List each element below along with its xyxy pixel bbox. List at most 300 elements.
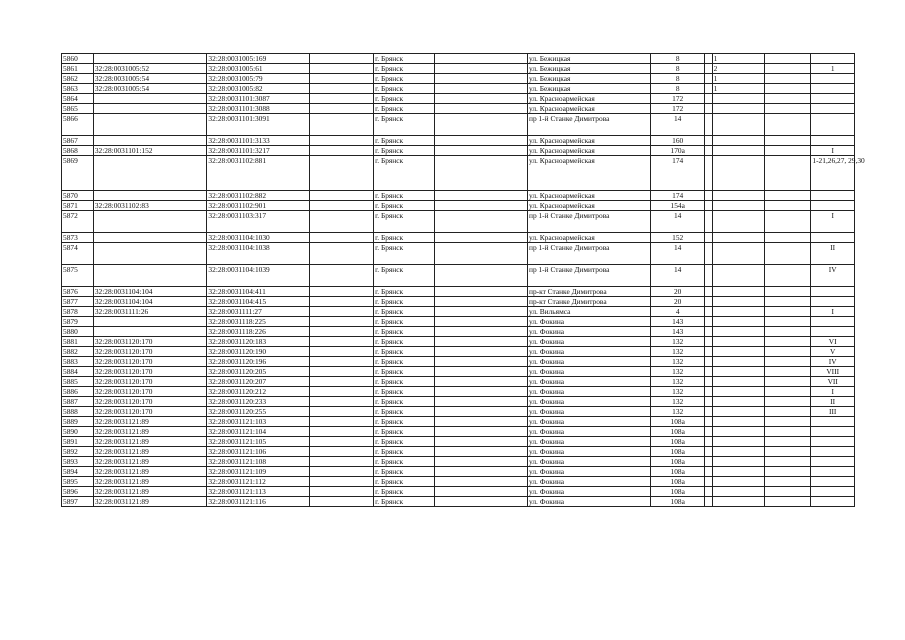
floor-cell [712, 347, 764, 357]
record-number-cell: 5865 [62, 104, 94, 114]
house-number-cell: 154а [651, 201, 705, 211]
house-number-cell: 170а [651, 146, 705, 156]
house-number-cell: 160 [651, 136, 705, 146]
record-number-cell: 5886 [62, 387, 94, 397]
street-cell: ул. Красноармейская [527, 201, 650, 211]
empty-cell [310, 54, 374, 64]
premises-number-cell: VIII [811, 367, 855, 377]
house-number-cell: 20 [651, 287, 705, 297]
premises-number-cell [811, 437, 855, 447]
empty-cell [310, 114, 374, 136]
street-cell: пр 1-й Станке Димитрова [527, 243, 650, 265]
empty-cell [764, 367, 811, 377]
floor-cell [712, 467, 764, 477]
empty-cell [705, 211, 712, 233]
cadastral-number-cell: 32:28:0031120:183 [207, 337, 310, 347]
street-cell: ул. Красноармейская [527, 146, 650, 156]
cadastral-number-cell: 32:28:0031121:103 [207, 417, 310, 427]
record-number-cell: 5885 [62, 377, 94, 387]
parent-cadastral-number-cell: 32:28:0031005:54 [93, 74, 207, 84]
street-cell: ул. Красноармейская [527, 104, 650, 114]
city-cell: г. Брянск [374, 146, 435, 156]
empty-cell [705, 487, 712, 497]
empty-cell [705, 146, 712, 156]
empty-cell [705, 191, 712, 201]
street-cell: ул. Фокина [527, 417, 650, 427]
parent-cadastral-number-cell: 32:28:0031121:89 [93, 467, 207, 477]
street-cell: ул. Фокина [527, 407, 650, 417]
empty-cell [705, 104, 712, 114]
empty-cell [705, 54, 712, 64]
street-cell: ул. Фокина [527, 427, 650, 437]
table-row [62, 407, 855, 417]
house-number-cell: 132 [651, 347, 705, 357]
parent-cadastral-number-cell [93, 156, 207, 191]
city-cell: г. Брянск [374, 114, 435, 136]
table-row [62, 74, 855, 84]
empty-cell [310, 467, 374, 477]
record-number-cell: 5892 [62, 447, 94, 457]
premises-number-cell [811, 54, 855, 64]
empty-cell [764, 447, 811, 457]
table-row [62, 437, 855, 447]
empty-cell [310, 417, 374, 427]
record-number-cell: 5872 [62, 211, 94, 233]
record-number-cell: 5863 [62, 84, 94, 94]
empty-cell [434, 407, 527, 417]
floor-cell [712, 233, 764, 243]
premises-number-cell: I [811, 387, 855, 397]
premises-number-cell [811, 487, 855, 497]
street-cell: ул. Красноармейская [527, 94, 650, 104]
parent-cadastral-number-cell: 32:28:0031111:26 [93, 307, 207, 317]
document-page [61, 53, 865, 507]
parent-cadastral-number-cell: 32:28:0031121:89 [93, 437, 207, 447]
empty-cell [434, 497, 527, 507]
empty-cell [705, 387, 712, 397]
empty-cell [764, 307, 811, 317]
empty-cell [705, 407, 712, 417]
cadastral-number-cell: 32:28:0031104:1030 [207, 233, 310, 243]
parent-cadastral-number-cell: 32:28:0031120:170 [93, 367, 207, 377]
table-row [62, 84, 855, 94]
street-cell: ул. Фокина [527, 367, 650, 377]
house-number-cell: 143 [651, 317, 705, 327]
house-number-cell: 14 [651, 265, 705, 287]
record-number-cell: 5883 [62, 357, 94, 367]
premises-number-cell: V [811, 347, 855, 357]
cadastral-number-cell: 32:28:0031121:104 [207, 427, 310, 437]
empty-cell [764, 287, 811, 297]
floor-cell [712, 447, 764, 457]
floor-cell [712, 307, 764, 317]
parent-cadastral-number-cell: 32:28:0031121:89 [93, 417, 207, 427]
table-row [62, 243, 855, 265]
record-number-cell: 5868 [62, 146, 94, 156]
premises-number-cell [811, 317, 855, 327]
city-cell: г. Брянск [374, 427, 435, 437]
floor-cell [712, 397, 764, 407]
record-number-cell: 5889 [62, 417, 94, 427]
empty-cell [434, 84, 527, 94]
empty-cell [705, 156, 712, 191]
record-number-cell: 5890 [62, 427, 94, 437]
parent-cadastral-number-cell: 32:28:0031005:52 [93, 64, 207, 74]
city-cell: г. Брянск [374, 337, 435, 347]
empty-cell [764, 417, 811, 427]
premises-number-cell [811, 94, 855, 104]
empty-cell [764, 74, 811, 84]
parent-cadastral-number-cell: 32:28:0031121:89 [93, 477, 207, 487]
table-row [62, 114, 855, 136]
premises-number-cell [811, 104, 855, 114]
premises-number-cell [811, 114, 855, 136]
city-cell: г. Брянск [374, 457, 435, 467]
table-row [62, 467, 855, 477]
empty-cell [764, 337, 811, 347]
street-cell: ул. Фокина [527, 327, 650, 337]
empty-cell [310, 146, 374, 156]
table-row [62, 337, 855, 347]
cadastral-number-cell: 32:28:0031101:3217 [207, 146, 310, 156]
empty-cell [434, 211, 527, 233]
table-row [62, 287, 855, 297]
cadastral-number-cell: 32:28:0031005:82 [207, 84, 310, 94]
empty-cell [310, 427, 374, 437]
empty-cell [310, 447, 374, 457]
street-cell: ул. Фокина [527, 467, 650, 477]
cadastral-number-cell: 32:28:0031121:105 [207, 437, 310, 447]
empty-cell [705, 497, 712, 507]
premises-number-cell [811, 84, 855, 94]
empty-cell [764, 347, 811, 357]
cadastral-number-cell: 32:28:0031101:3133 [207, 136, 310, 146]
empty-cell [310, 201, 374, 211]
empty-cell [705, 64, 712, 74]
empty-cell [705, 307, 712, 317]
empty-cell [310, 437, 374, 447]
house-number-cell: 132 [651, 407, 705, 417]
cadastral-number-cell: 32:28:0031121:116 [207, 497, 310, 507]
empty-cell [705, 327, 712, 337]
premises-number-cell: II [811, 397, 855, 407]
empty-cell [434, 397, 527, 407]
empty-cell [705, 114, 712, 136]
cadastral-number-cell: 32:28:0031120:205 [207, 367, 310, 377]
parent-cadastral-number-cell: 32:28:0031120:170 [93, 387, 207, 397]
house-number-cell: 172 [651, 104, 705, 114]
empty-cell [705, 287, 712, 297]
empty-cell [434, 156, 527, 191]
table-row [62, 201, 855, 211]
table-row [62, 327, 855, 337]
street-cell: пр 1-й Станке Димитрова [527, 265, 650, 287]
empty-cell [764, 377, 811, 387]
empty-cell [764, 243, 811, 265]
table-row [62, 146, 855, 156]
floor-cell [712, 317, 764, 327]
house-number-cell: 108а [651, 427, 705, 437]
empty-cell [764, 191, 811, 201]
empty-cell [434, 191, 527, 201]
empty-cell [434, 367, 527, 377]
street-cell: ул. Красноармейская [527, 136, 650, 146]
house-number-cell: 20 [651, 297, 705, 307]
floor-cell [712, 265, 764, 287]
premises-number-cell [811, 477, 855, 487]
empty-cell [705, 417, 712, 427]
table-row [62, 297, 855, 307]
house-number-cell: 132 [651, 377, 705, 387]
empty-cell [705, 337, 712, 347]
city-cell: г. Брянск [374, 387, 435, 397]
street-cell: ул. Фокина [527, 477, 650, 487]
table-row [62, 427, 855, 437]
table-row [62, 191, 855, 201]
empty-cell [434, 94, 527, 104]
empty-cell [705, 265, 712, 287]
table-row [62, 54, 855, 64]
premises-number-cell [811, 297, 855, 307]
table-row [62, 211, 855, 233]
parent-cadastral-number-cell [93, 317, 207, 327]
city-cell: г. Брянск [374, 347, 435, 357]
street-cell: ул. Фокина [527, 357, 650, 367]
city-cell: г. Брянск [374, 477, 435, 487]
record-number-cell: 5888 [62, 407, 94, 417]
house-number-cell: 14 [651, 114, 705, 136]
floor-cell [712, 357, 764, 367]
record-number-cell: 5866 [62, 114, 94, 136]
empty-cell [764, 467, 811, 477]
parent-cadastral-number-cell [93, 211, 207, 233]
empty-cell [310, 104, 374, 114]
empty-cell [434, 477, 527, 487]
record-number-cell: 5894 [62, 467, 94, 477]
floor-cell [712, 387, 764, 397]
premises-number-cell [811, 447, 855, 457]
record-number-cell: 5879 [62, 317, 94, 327]
premises-number-cell: VII [811, 377, 855, 387]
empty-cell [705, 377, 712, 387]
house-number-cell: 8 [651, 74, 705, 84]
floor-cell [712, 417, 764, 427]
record-number-cell: 5881 [62, 337, 94, 347]
empty-cell [705, 467, 712, 477]
city-cell: г. Брянск [374, 407, 435, 417]
empty-cell [434, 64, 527, 74]
empty-cell [705, 347, 712, 357]
parent-cadastral-number-cell: 32:28:0031121:89 [93, 457, 207, 467]
street-cell: ул. Вильямса [527, 307, 650, 317]
cadastral-number-cell: 32:28:0031104:1038 [207, 243, 310, 265]
table-row [62, 377, 855, 387]
cadastral-number-cell: 32:28:0031101:3087 [207, 94, 310, 104]
street-cell: ул. Фокина [527, 457, 650, 467]
empty-cell [434, 297, 527, 307]
empty-cell [764, 201, 811, 211]
cadastral-number-cell: 32:28:0031111:27 [207, 307, 310, 317]
premises-number-cell [811, 327, 855, 337]
house-number-cell: 14 [651, 211, 705, 233]
city-cell: г. Брянск [374, 307, 435, 317]
parent-cadastral-number-cell: 32:28:0031102:83 [93, 201, 207, 211]
record-number-cell: 5874 [62, 243, 94, 265]
empty-cell [764, 114, 811, 136]
record-number-cell: 5870 [62, 191, 94, 201]
house-number-cell: 108а [651, 417, 705, 427]
empty-cell [434, 357, 527, 367]
empty-cell [764, 497, 811, 507]
cadastral-number-cell: 32:28:0031121:112 [207, 477, 310, 487]
empty-cell [434, 327, 527, 337]
empty-cell [705, 357, 712, 367]
floor-cell [712, 337, 764, 347]
empty-cell [310, 287, 374, 297]
city-cell: г. Брянск [374, 265, 435, 287]
cadastral-number-cell: 32:28:0031120:190 [207, 347, 310, 357]
empty-cell [764, 211, 811, 233]
city-cell: г. Брянск [374, 447, 435, 457]
empty-cell [310, 84, 374, 94]
empty-cell [434, 104, 527, 114]
empty-cell [434, 265, 527, 287]
house-number-cell: 174 [651, 156, 705, 191]
table-row [62, 417, 855, 427]
register-table-body [62, 54, 865, 507]
parent-cadastral-number-cell: 32:28:0031120:170 [93, 377, 207, 387]
empty-cell [310, 211, 374, 233]
cadastral-number-cell: 32:28:0031103:317 [207, 211, 310, 233]
empty-cell [764, 297, 811, 307]
city-cell: г. Брянск [374, 497, 435, 507]
empty-cell [705, 94, 712, 104]
floor-cell [712, 327, 764, 337]
parent-cadastral-number-cell: 32:28:0031120:170 [93, 347, 207, 357]
empty-cell [764, 387, 811, 397]
empty-cell [705, 297, 712, 307]
empty-cell [434, 347, 527, 357]
empty-cell [434, 201, 527, 211]
record-number-cell: 5897 [62, 497, 94, 507]
cadastral-number-cell: 32:28:0031104:415 [207, 297, 310, 307]
empty-cell [764, 457, 811, 467]
empty-cell [705, 84, 712, 94]
record-number-cell: 5860 [62, 54, 94, 64]
house-number-cell: 143 [651, 327, 705, 337]
empty-cell [310, 477, 374, 487]
street-cell: ул. Фокина [527, 347, 650, 357]
city-cell: г. Брянск [374, 357, 435, 367]
empty-cell [310, 497, 374, 507]
cadastral-number-cell: 32:28:0031005:79 [207, 74, 310, 84]
table-row [62, 447, 855, 457]
empty-cell [764, 427, 811, 437]
house-number-cell: 172 [651, 94, 705, 104]
empty-cell [434, 427, 527, 437]
empty-cell [310, 327, 374, 337]
empty-cell [764, 437, 811, 447]
street-cell: ул. Фокина [527, 437, 650, 447]
empty-cell [764, 156, 811, 191]
empty-cell [764, 407, 811, 417]
floor-cell [712, 243, 764, 265]
premises-number-cell: IV [811, 357, 855, 367]
parent-cadastral-number-cell: 32:28:0031101:152 [93, 146, 207, 156]
house-number-cell: 132 [651, 387, 705, 397]
street-cell: ул. Фокина [527, 337, 650, 347]
city-cell: г. Брянск [374, 191, 435, 201]
empty-cell [310, 74, 374, 84]
city-cell: г. Брянск [374, 297, 435, 307]
record-number-cell: 5861 [62, 64, 94, 74]
house-number-cell: 108а [651, 497, 705, 507]
floor-cell [712, 407, 764, 417]
empty-cell [764, 327, 811, 337]
cadastral-number-cell: 32:28:0031101:3091 [207, 114, 310, 136]
cadastral-number-cell: 32:28:0031101:3088 [207, 104, 310, 114]
house-number-cell: 132 [651, 357, 705, 367]
table-row [62, 357, 855, 367]
floor-cell: 1 [712, 84, 764, 94]
city-cell: г. Брянск [374, 211, 435, 233]
city-cell: г. Брянск [374, 287, 435, 297]
cadastral-number-cell: 32:28:0031121:109 [207, 467, 310, 477]
parent-cadastral-number-cell: 32:28:0031121:89 [93, 487, 207, 497]
empty-cell [705, 136, 712, 146]
city-cell: г. Брянск [374, 417, 435, 427]
table-row [62, 367, 855, 377]
cadastral-number-cell: 32:28:0031104:411 [207, 287, 310, 297]
cadastral-number-cell: 32:28:0031005:169 [207, 54, 310, 64]
parent-cadastral-number-cell: 32:28:0031005:54 [93, 84, 207, 94]
empty-cell [764, 317, 811, 327]
empty-cell [434, 377, 527, 387]
empty-cell [705, 201, 712, 211]
street-cell: ул. Бежицкая [527, 54, 650, 64]
empty-cell [434, 136, 527, 146]
cadastral-number-cell: 32:28:0031121:108 [207, 457, 310, 467]
empty-cell [705, 243, 712, 265]
parent-cadastral-number-cell: 32:28:0031121:89 [93, 447, 207, 457]
parent-cadastral-number-cell: 32:28:0031104:104 [93, 287, 207, 297]
cadastral-number-cell: 32:28:0031118:225 [207, 317, 310, 327]
empty-cell [705, 397, 712, 407]
floor-cell [712, 146, 764, 156]
empty-cell [310, 136, 374, 146]
house-number-cell: 108а [651, 447, 705, 457]
street-cell: ул. Бежицкая [527, 74, 650, 84]
house-number-cell: 14 [651, 243, 705, 265]
house-number-cell: 108а [651, 467, 705, 477]
record-number-cell: 5871 [62, 201, 94, 211]
city-cell: г. Брянск [374, 64, 435, 74]
table-row [62, 307, 855, 317]
empty-cell [434, 387, 527, 397]
house-number-cell: 132 [651, 337, 705, 347]
city-cell: г. Брянск [374, 243, 435, 265]
street-cell: ул. Фокина [527, 487, 650, 497]
premises-number-cell: IV [811, 265, 855, 287]
parent-cadastral-number-cell: 32:28:0031120:170 [93, 337, 207, 347]
empty-cell [310, 397, 374, 407]
premises-number-cell [811, 287, 855, 297]
cadastral-number-cell: 32:28:0031120:255 [207, 407, 310, 417]
empty-cell [434, 417, 527, 427]
record-number-cell: 5862 [62, 74, 94, 84]
table-row [62, 265, 855, 287]
street-cell: ул. Фокина [527, 317, 650, 327]
